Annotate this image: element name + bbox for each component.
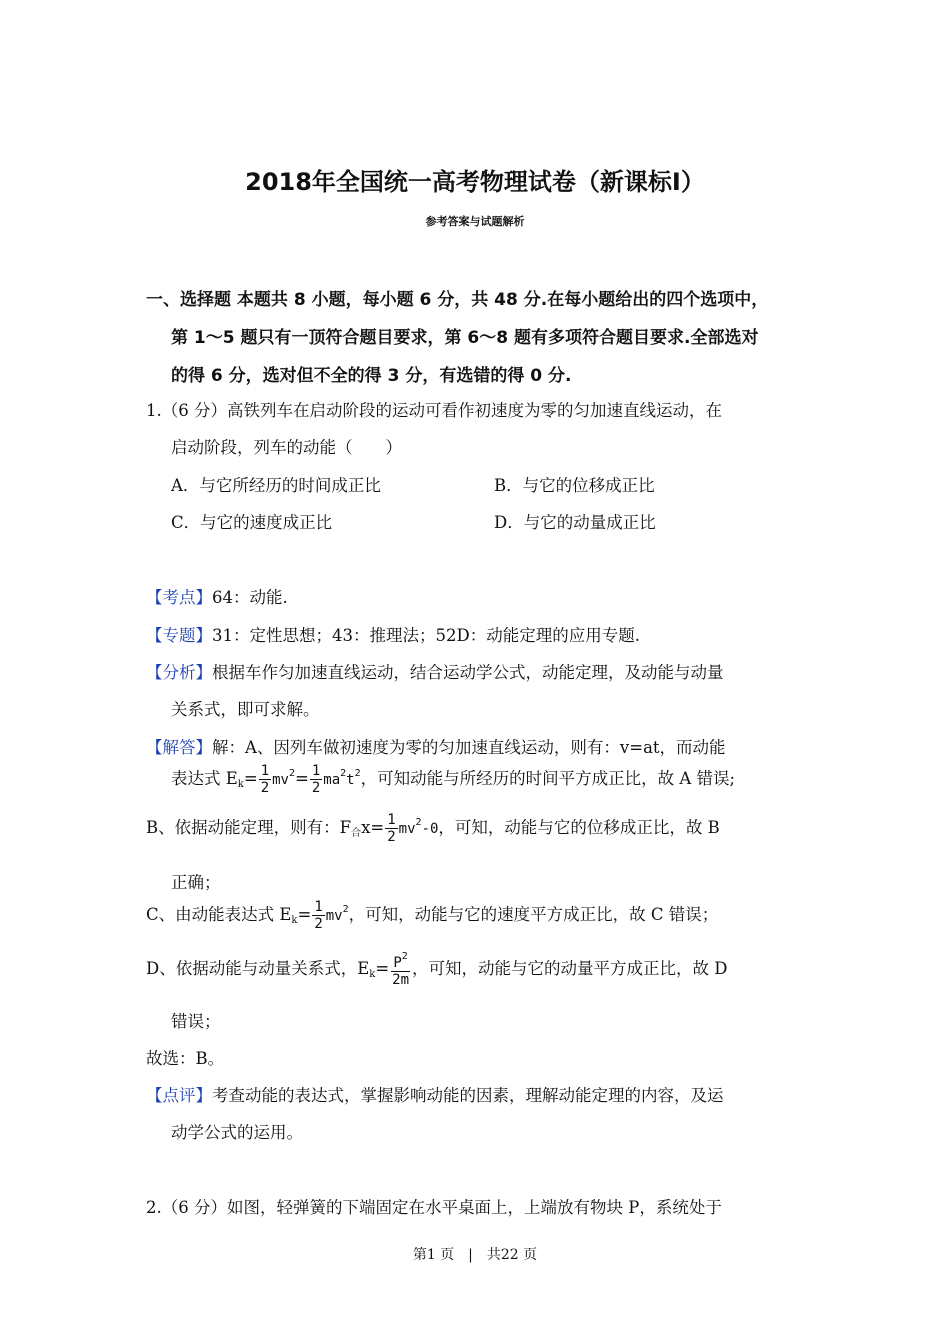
q1-c-line <box>146 900 718 931</box>
fraction-p2-2m <box>390 952 411 987</box>
fraction-half-3 <box>385 813 397 844</box>
page-title: 2018年全国统一高考物理试卷（新课标Ⅰ） <box>245 168 705 196</box>
jieda2-pre: 表达式 E <box>171 769 238 788</box>
d-post: ，可知，动能与它的动量平方成正比，故 D <box>412 959 728 978</box>
q1-kaodian <box>146 584 288 608</box>
ma: ma <box>323 772 341 788</box>
frac-den-2: 2 <box>311 780 321 796</box>
q1-dianping-line2: 动学公式的运用。 <box>171 1123 303 1142</box>
eq-sign-2: = <box>295 769 309 788</box>
fraction-half-4 <box>312 900 324 931</box>
q1-stem-line2: 启动阶段，列车的动能（ ） <box>171 438 402 457</box>
frac-den-3: 2 <box>387 829 396 845</box>
q1-dianping-line1 <box>146 1082 724 1106</box>
eq-sign: = <box>243 769 258 788</box>
sup-2c: 2 <box>354 768 361 779</box>
b-pre: B、依据动能定理，则有：F <box>146 818 352 837</box>
mv-2: mv <box>398 821 416 837</box>
q1-option-a: A．与它所经历的时间成正比 <box>171 476 381 495</box>
frac-den: 2 <box>260 780 270 796</box>
t: t <box>346 772 355 788</box>
q1-fenxi-line2: 关系式，即可求解。 <box>171 700 320 719</box>
sub-k-2: k <box>291 915 298 926</box>
frac-num-3: 1 <box>387 812 396 828</box>
sup-2d: 2 <box>415 817 422 828</box>
frac-num-4: 1 <box>314 899 323 915</box>
mv: mv <box>272 772 289 788</box>
fenxi-tag: 【分析】 <box>146 663 212 682</box>
x-eq: x= <box>361 818 385 837</box>
sub-k: k <box>237 779 244 790</box>
sub-he: 合 <box>351 828 362 839</box>
q1-option-c: C．与它的速度成正比 <box>171 513 333 532</box>
sup-2e: 2 <box>342 904 349 915</box>
frac-den-4: 2 <box>314 916 323 932</box>
frac-den-2m: 2m <box>392 972 410 988</box>
b-post: ，可知，动能与它的位移成正比，故 B <box>438 818 720 837</box>
q1-d-line1 <box>146 952 728 987</box>
q1-jieda-line2 <box>171 764 735 795</box>
section-heading-line3: 的得 6 分，选对但不全的得 3 分，有选错的得 0 分. <box>171 366 572 386</box>
jieda-text1: 解：A、因列车做初速度为零的匀加速直线运动，则有：v=at，而动能 <box>212 738 726 757</box>
q1-zhuanti <box>146 622 640 646</box>
q1-b-line2: 正确； <box>171 873 221 892</box>
q1-answer: 故选：B。 <box>146 1049 225 1068</box>
q1-stem-line1: 1.（6 分）高铁列车在启动阶段的运动可看作初速度为零的匀加速直线运动，在 <box>146 401 722 420</box>
page-subtitle: 参考答案与试题解析 <box>425 215 525 228</box>
fraction-half-2 <box>310 764 322 795</box>
jieda-tag: 【解答】 <box>146 738 212 757</box>
page-footer: 第1 页 | 共22 页 <box>412 1247 538 1263</box>
q1-d-line2: 错误； <box>171 1012 221 1031</box>
c-post: ，可知，动能与它的速度平方成正比，故 C 错误； <box>348 905 719 924</box>
jieda2-post: ，可知动能与所经历的时间平方成正比，故 A 错误; <box>360 769 736 788</box>
fraction-half <box>259 764 271 795</box>
frac-num-2: 1 <box>311 763 321 779</box>
kaodian-text: 64：动能. <box>212 588 288 607</box>
frac-num: 1 <box>260 763 270 779</box>
fenxi-text1: 根据车作匀加速直线运动，结合运动学公式，动能定理，及动能与动量 <box>212 663 724 682</box>
q1-option-d: D．与它的动量成正比 <box>494 513 656 532</box>
sup-2: 2 <box>288 768 296 779</box>
q1-jieda-line1 <box>146 734 726 758</box>
dianping-tag: 【点评】 <box>146 1086 212 1105</box>
c-pre: C、由动能表达式 E <box>146 905 292 924</box>
d-pre: D、依据动能与动量关系式，E <box>146 959 370 978</box>
sup-2b: 2 <box>340 768 347 779</box>
zhuanti-tag: 【专题】 <box>146 626 212 645</box>
q2-stem-line1: 2.（6 分）如图，轻弹簧的下端固定在水平桌面上，上端放有物块 P，系统处于 <box>146 1198 722 1217</box>
minus-zero: -0 <box>421 821 439 837</box>
sub-k-3: k <box>369 969 376 980</box>
q1-option-b: B．与它的位移成正比 <box>494 476 655 495</box>
eq-sign-3: = <box>297 905 312 924</box>
dianping-text1: 考查动能的表达式，掌握影响动能的因素，理解动能定理的内容，及运 <box>212 1086 724 1105</box>
zhuanti-text: 31：定性思想；43：推理法；52D：动能定理的应用专题. <box>212 626 640 645</box>
section-heading-line2: 第 1～5 题只有一顶符合题目要求，第 6～8 题有多项符合题目要求.全部选对 <box>171 328 759 348</box>
kaodian-tag: 【考点】 <box>146 588 212 607</box>
eq-sign-4: = <box>375 959 390 978</box>
P: P <box>393 955 402 971</box>
q1-b-line1 <box>146 813 720 844</box>
section-heading-line1: 一、选择题 本题共 8 小题，每小题 6 分，共 48 分.在每小题给出的四个选项中， <box>146 290 769 310</box>
mv-3: mv <box>325 908 343 924</box>
q1-fenxi-line1 <box>146 659 724 683</box>
sup-2f: 2 <box>401 951 408 962</box>
